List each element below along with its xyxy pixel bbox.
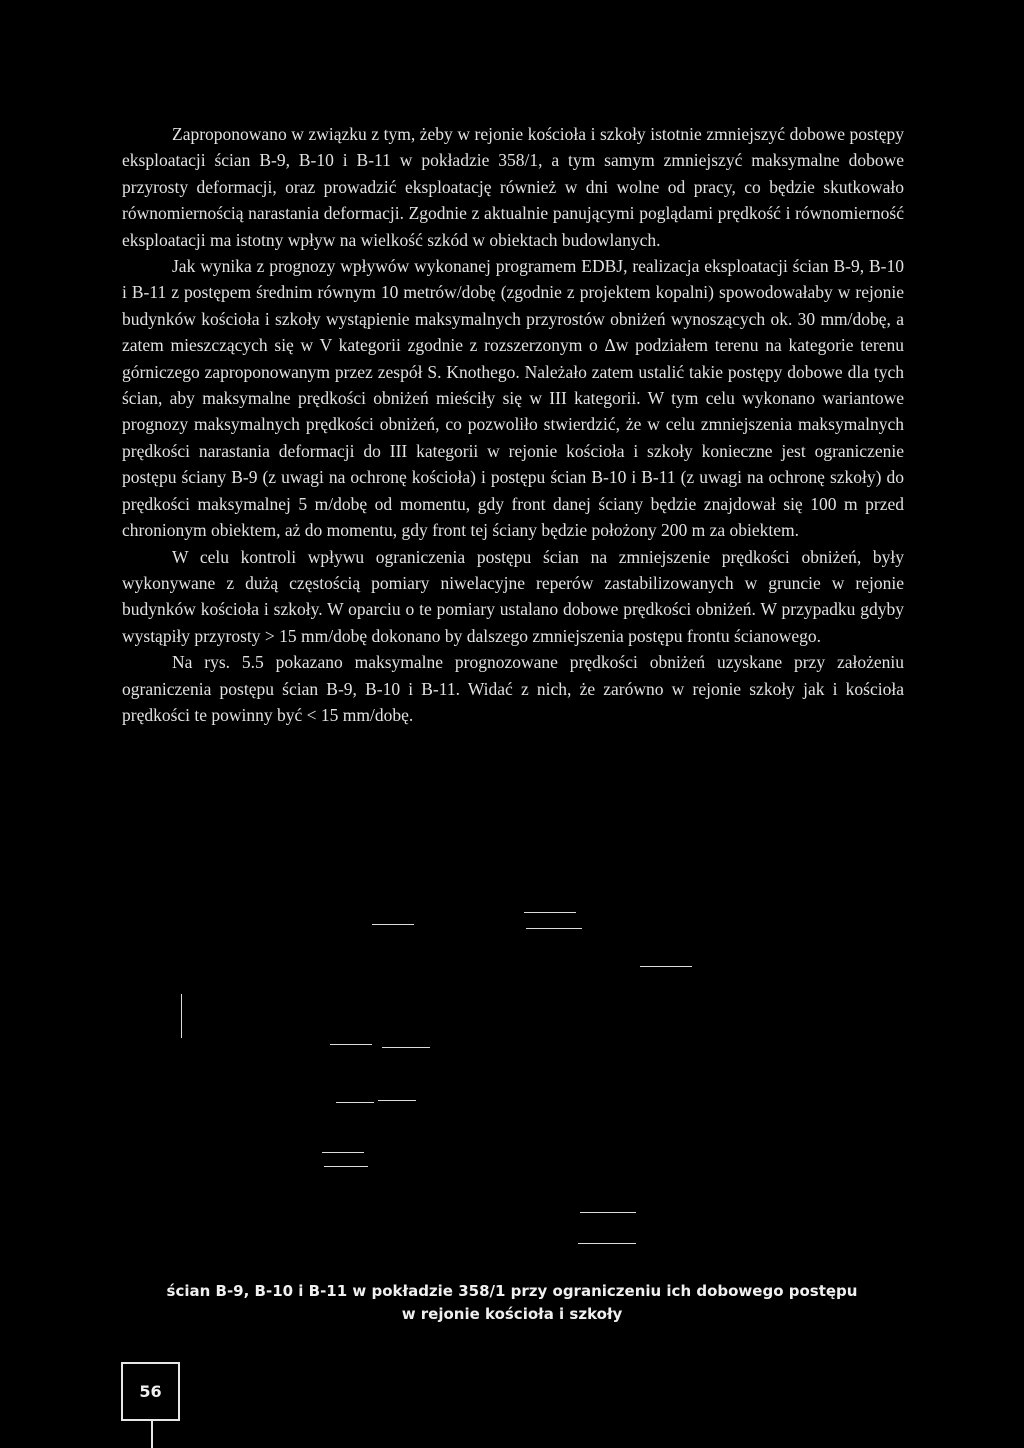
figure-caption-line-2: w rejonie kościoła i szkoły: [401, 1305, 623, 1323]
figure-fragments: [0, 880, 1024, 1180]
paragraph-3: W celu kontroli wpływu ograniczenia postępu ścian na zmniejszenie prędkości obniżeń, były wykonywane z dużą częstością pomiary niwelacyjne reperów zastabilizowanych w gruncie w rejonie budynków kościoła i szkoły. W oparciu o te pomiary ustalano dobowe prędkości obniżeń. W przypadku gdyby wystąpiły przyrosty > 15 mm/dobę dokonano by dalszego zmniejszenia postępu frontu ścianowego.: [122, 546, 904, 646]
figure-line: [640, 966, 692, 967]
figure-line: [378, 1100, 416, 1101]
paragraph-1: Zaproponowano w związku z tym, żeby w rejonie kościoła i szkoły istotnie zmniejszyć dobowe postępy eksploatacji ścian B-9, B-10 i B-11 w pokładzie 358/1, a tym samym zmniejszyć maksymalne dobowe przyrosty deformacji, oraz prowadzić eksploatację również w dni wolne od pracy, co będzie skutkowało równomiernością narastania deformacji. Zgodnie z aktualnie panującymi poglądami prędkość i równomierność eksploatacji ma istotny wpływ na wielkość szkód w obiektach budowlanych.: [122, 124, 904, 250]
figure-line: [181, 994, 182, 1038]
figure-line: [578, 1243, 636, 1244]
page-number: 56: [139, 1382, 162, 1401]
figure-line: [330, 1044, 372, 1045]
figure-caption-line-1: ścian B-9, B-10 i B-11 w pokładzie 358/1 przy ograniczeniu ich dobowego postępu: [166, 1282, 858, 1300]
figure-line: [526, 928, 582, 929]
figure-line: [580, 1212, 636, 1213]
figure-line: [382, 1047, 430, 1048]
figure-line: [524, 912, 576, 913]
figure-line: [336, 1102, 374, 1103]
paragraph-2: Jak wynika z prognozy wpływów wykonanej programem EDBJ, realizacja eksploatacji ścian B-9, B-10 i B-11 z postępem średnim równym 10 metrów/dobę (zgodnie z projektem kopalni) spowodowałaby w rejonie budynków kościoła i szkoły wystąpienie maksymalnych przyrostów obniżeń wynoszących ok. 30 mm/dobę, a zatem mieszczących się w V kategorii zgodnie z rozszerzonym o Δw podziałem terenu na kategorie terenu górniczego zaproponowanym przez zespół S. Knothego. Należało zatem ustalić takie postępy dobowe dla tych ścian, aby maksymalne prędkości obniżeń mieściły się w III kategorii. W tym celu wykonano wariantowe prognozy maksymalnych prędkości obniżeń, co pozwoliło stwierdzić, że w celu zmniejszenia maksymalnych prędkości narastania deformacji do III kategorii w rejonie kościoła i szkoły konieczne jest ograniczenie postępu ściany B-9 (z uwagi na ochronę kościoła) i postępu ścian B-10 i B-11 (z uwagi na ochronę szkoły) do prędkości maksymalnej 5 m/dobę od momentu, gdy front danej ściany będzie znajdował się 100 m przed chronionym obiektem, aż do momentu, gdy front tej ściany będzie położony 200 m za obiektem.: [122, 256, 904, 541]
figure-fragments-lower: [0, 1180, 1024, 1260]
figure-line: [322, 1152, 364, 1153]
page-number-box: [121, 1362, 180, 1421]
paragraph-4: Na rys. 5.5 pokazano maksymalne prognozowane prędkości obniżeń uzyskane przy założeniu ograniczenia postępu ścian B-9, B-10 i B-11. Widać z nich, że zarówno w rejonie szkoły jak i kościoła prędkości te powinny być < 15 mm/dobę.: [122, 652, 904, 725]
page-number-tick: [151, 1421, 153, 1448]
figure-line: [372, 924, 414, 925]
figure-caption: [0, 1280, 1024, 1326]
figure-line: [324, 1166, 368, 1167]
body-text: [122, 121, 904, 728]
